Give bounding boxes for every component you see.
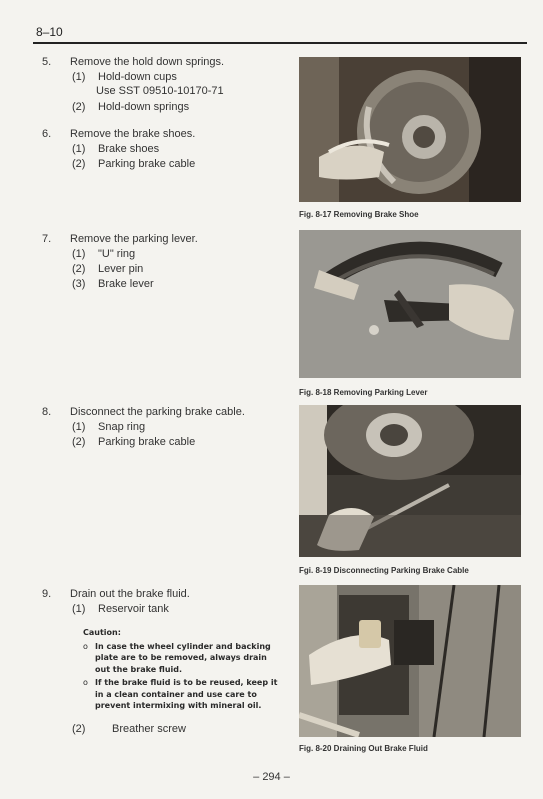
step-title: Remove the hold down springs. xyxy=(70,56,225,68)
item-text: "U" ring xyxy=(98,248,136,260)
step-number: 7. xyxy=(42,233,52,245)
parking-cable-photo xyxy=(299,405,521,557)
step-title: Drain out the brake fluid. xyxy=(70,588,190,600)
figure-caption: Fig. 8-18 Removing Parking Lever xyxy=(299,388,428,397)
caution-box xyxy=(83,627,283,714)
item-number: (1) xyxy=(72,421,86,433)
step-number: 9. xyxy=(42,588,52,600)
caution-bullet: o xyxy=(83,678,88,687)
step-title: Disconnect the parking brake cable. xyxy=(70,406,245,418)
item-text: Brake shoes xyxy=(98,143,160,155)
section-page-number: 8–10 xyxy=(36,25,63,39)
step-number: 5. xyxy=(42,56,52,68)
figure-caption: Fig. 8-20 Draining Out Brake Fluid xyxy=(299,744,428,753)
step-number: 8. xyxy=(42,406,52,418)
item-text: Parking brake cable xyxy=(98,436,196,448)
caution-text: If the brake fluid is to be reused, keep it in a clean container and use care to prevent intermixing with mineral oil. xyxy=(95,678,278,710)
item-number: (1) xyxy=(72,603,86,615)
caution-item xyxy=(83,677,283,712)
item-text: Hold-down springs xyxy=(98,101,190,113)
item-text: Breather screw xyxy=(112,723,186,735)
parking-lever-photo xyxy=(299,230,521,378)
caution-text: In case the wheel cylinder and backing plate are to be removed, always drain out the brake fluid. xyxy=(95,641,271,674)
caution-item xyxy=(83,641,283,676)
step-item-note: Use SST 09510-10170-71 xyxy=(96,85,224,97)
figure-caption: Fig. 8-17 Removing Brake Shoe xyxy=(299,210,419,219)
item-number: (2) xyxy=(72,158,86,170)
item-text: Hold-down cups xyxy=(98,71,177,83)
header-rule xyxy=(33,42,527,44)
item-number: (2) xyxy=(72,263,86,275)
item-number: (2) xyxy=(72,101,86,113)
caution-bullet: o xyxy=(83,641,88,651)
item-number: (2) xyxy=(72,723,86,735)
figure-caption: Fgi. 8-19 Disconnecting Parking Brake Cable xyxy=(299,566,469,575)
step-title: Remove the brake shoes. xyxy=(70,128,196,140)
figure-removing-brake-shoe xyxy=(299,57,521,202)
caution-title: Caution: xyxy=(83,628,121,637)
item-text: Brake lever xyxy=(98,278,154,290)
caution-list xyxy=(83,641,283,712)
item-number: (1) xyxy=(72,248,86,260)
item-number: (1) xyxy=(72,143,86,155)
figure-draining-brake-fluid xyxy=(299,585,521,737)
item-number: (2) xyxy=(72,436,86,448)
item-text: Lever pin xyxy=(98,263,144,275)
item-number: (3) xyxy=(72,278,86,290)
item-number: (1) xyxy=(72,71,86,83)
figure-disconnecting-cable xyxy=(299,405,521,557)
brake-shoe-photo xyxy=(299,57,521,202)
step-title: Remove the parking lever. xyxy=(70,233,198,245)
page-number: – 294 – xyxy=(253,771,290,783)
brake-fluid-photo xyxy=(299,585,521,737)
figure-removing-parking-lever xyxy=(299,230,521,378)
item-text: Snap ring xyxy=(98,421,146,433)
step-number: 6. xyxy=(42,128,52,140)
item-text: Parking brake cable xyxy=(98,158,196,170)
item-text: Reservoir tank xyxy=(98,603,169,615)
